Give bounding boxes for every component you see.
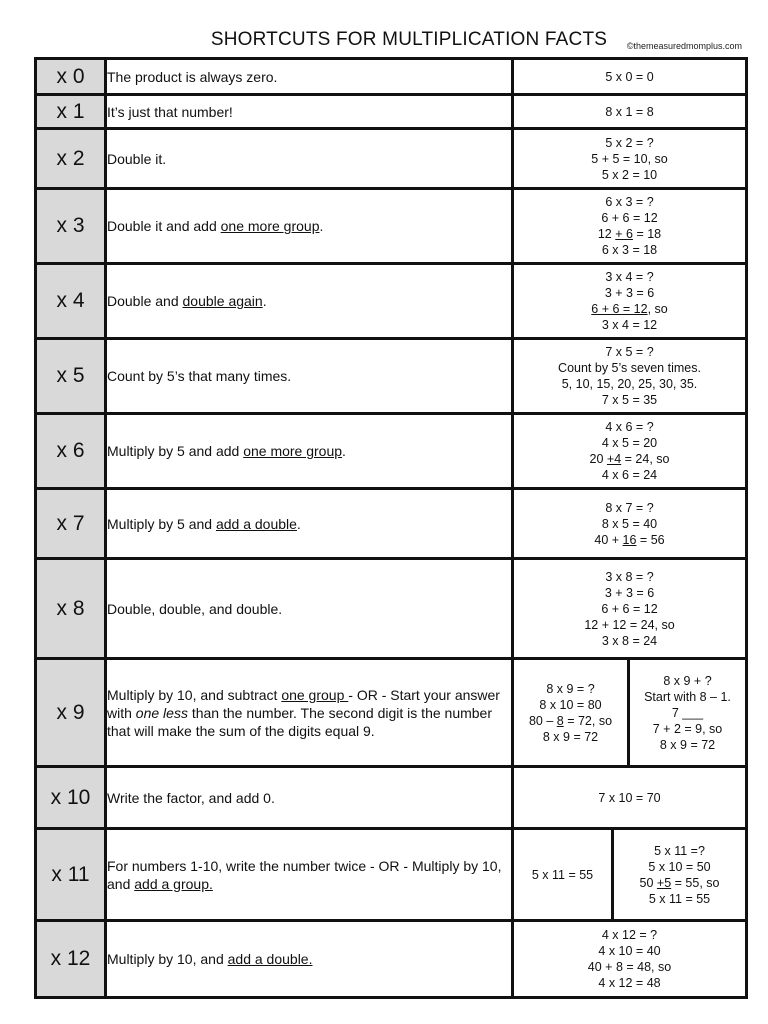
- example-text-segment: = 18: [632, 227, 662, 241]
- example-line: [640, 875, 720, 891]
- rule-text-segment: one less: [135, 704, 188, 721]
- example-cell: [513, 95, 747, 129]
- example-line: [672, 705, 703, 721]
- rule-text-segment: add a double.: [227, 951, 313, 967]
- example-text-segment: 8 x 5 = 40: [601, 516, 658, 531]
- example-line: [660, 737, 715, 753]
- example-line: [514, 285, 745, 301]
- example-line: [539, 697, 601, 713]
- rule-text-segment: Double, double, and double.: [107, 600, 283, 617]
- example-text-segment: = 55, so: [671, 875, 720, 890]
- example-text-segment: 7 + 2 = 9, so: [652, 721, 723, 736]
- rule-text-segment: It’s just that number!: [107, 103, 233, 120]
- example-line: [546, 681, 594, 697]
- rule-cell: [106, 264, 513, 339]
- example-text-segment: 40: [587, 960, 606, 974]
- example-text-segment: = 48, so: [622, 960, 672, 974]
- rule-text-segment: .: [296, 515, 301, 532]
- rule-text-segment: Double and: [107, 293, 183, 309]
- example-text-segment: 6 x 3 = 18: [601, 243, 658, 257]
- example-line: [514, 419, 745, 435]
- example-text-segment: 7 x 5 = ?: [605, 345, 654, 359]
- example-split: [514, 660, 745, 765]
- example-text-segment: Start with 8 – 1.: [644, 689, 731, 704]
- example-line: [514, 301, 745, 317]
- example-method-right: [614, 830, 745, 919]
- rule-cell: [106, 921, 513, 998]
- rule-text-segment: .: [319, 218, 324, 234]
- table-row: [36, 264, 747, 339]
- rule-text-segment: one more group: [243, 443, 343, 459]
- rule-text-segment: Count by 5’s that many times.: [107, 368, 292, 384]
- example-cell: [513, 559, 747, 659]
- example-text-segment: 4 x 10 = 40: [598, 944, 661, 958]
- rule-text-segment: add a group.: [134, 875, 213, 892]
- example-text-segment: 4 x 12 = ?: [601, 928, 658, 942]
- example-line: [514, 633, 745, 649]
- factor-cell: x 5: [36, 339, 106, 414]
- example-line: [514, 269, 745, 285]
- example-cell: [513, 659, 747, 767]
- source-credit: ©themeasuredmomplus.com: [626, 41, 742, 51]
- example-method-left: [514, 830, 614, 919]
- example-cell: [513, 129, 747, 189]
- example-line: [514, 360, 745, 376]
- example-text-segment: 5 x 2 = ?: [605, 135, 654, 150]
- example-text-segment: 5 + 5 = 10, so: [591, 151, 668, 166]
- example-cell: [513, 829, 747, 921]
- example-text-segment: 6 x 3 = ?: [605, 195, 654, 209]
- example-line: [514, 435, 745, 451]
- example-text-segment: 5 x 0 = 0: [605, 69, 654, 84]
- example-line: [514, 500, 745, 516]
- example-text-segment: = 56: [636, 532, 665, 547]
- example-text-segment: +4: [606, 452, 622, 466]
- rule-text-segment: The product is always zero.: [107, 68, 278, 85]
- example-text-segment: ___: [682, 705, 704, 720]
- factor-cell: x 4: [36, 264, 106, 339]
- example-line: [514, 790, 745, 806]
- rule-text-segment: one group: [281, 686, 349, 703]
- example-split: [514, 830, 745, 919]
- example-text-segment: 8 x 9 + ?: [663, 673, 712, 688]
- factor-cell: x 0: [36, 59, 106, 95]
- rule-text-segment: Write the factor, and add 0.: [107, 789, 275, 806]
- rule-text-segment: Multiply by 10, and: [107, 951, 228, 967]
- factor-cell: x 3: [36, 189, 106, 264]
- factor-cell: x 7: [36, 489, 106, 559]
- example-line: [514, 569, 745, 585]
- example-cell: [513, 189, 747, 264]
- example-text-segment: 8 x 7 = ?: [605, 500, 654, 515]
- example-text-segment: 5 x 11 = 55: [648, 891, 711, 906]
- example-cell: [513, 59, 747, 95]
- example-text-segment: 16: [622, 532, 637, 547]
- example-text-segment: 4 x 12 = 48: [598, 976, 661, 990]
- rule-text-segment: Multiply by 10, and subtract: [107, 686, 282, 703]
- example-text-segment: 8 x 9 = ?: [546, 681, 595, 696]
- table-row: [36, 189, 747, 264]
- rule-cell: [106, 59, 513, 95]
- example-text-segment: 8 x 10 = 80: [539, 697, 602, 712]
- example-line: [654, 843, 705, 859]
- rule-text-segment: than the number. The second digit is the number that will make the sum of the digits equal 9.: [107, 704, 492, 739]
- table-row: [36, 489, 747, 559]
- example-cell: [513, 414, 747, 489]
- example-text-segment: 7 x 10 = 70: [598, 790, 661, 805]
- example-line: [514, 317, 745, 333]
- rule-cell: [106, 129, 513, 189]
- example-text-segment: 5 x 2 = 10: [601, 167, 658, 182]
- rule-cell: [106, 559, 513, 659]
- example-text-segment: 5 x 11 = 55: [531, 867, 594, 882]
- example-text-segment: 4 x 6 = 24: [601, 468, 658, 482]
- example-line: [514, 943, 745, 959]
- example-text-segment: 3 x 4 = 12: [601, 318, 658, 332]
- factor-cell: x 10: [36, 767, 106, 829]
- example-line: [514, 516, 745, 532]
- table-row: [36, 95, 747, 129]
- rule-cell: [106, 767, 513, 829]
- example-text-segment: 8 x 9 = 72: [542, 729, 599, 744]
- example-text-segment: = 24, so: [621, 452, 670, 466]
- example-line: [514, 601, 745, 617]
- example-text-segment: , so: [647, 302, 668, 316]
- example-text-segment: 40 +: [594, 532, 623, 547]
- example-text-segment: Count by 5’s seven times.: [558, 361, 701, 375]
- example-line: [514, 242, 745, 258]
- example-cell: [513, 489, 747, 559]
- example-line: [514, 376, 745, 392]
- example-text-segment: 5 x 10 = 50: [648, 859, 711, 874]
- factor-cell: x 2: [36, 129, 106, 189]
- page-title: SHORTCUTS FOR MULTIPLICATION FACTS: [210, 29, 608, 50]
- rule-text-segment: - OR - Start your answer with: [107, 686, 500, 721]
- example-line: [514, 975, 745, 991]
- example-cell: [513, 339, 747, 414]
- example-text-segment: 80 –: [528, 713, 557, 728]
- example-line: [514, 532, 745, 548]
- example-line: [514, 585, 745, 601]
- factor-cell: x 6: [36, 414, 106, 489]
- example-line: [514, 392, 745, 408]
- example-text-segment: 5 x 11 =?: [654, 843, 705, 858]
- example-text-segment: 6 + 6 = 12: [601, 211, 658, 225]
- example-line: [653, 721, 723, 737]
- example-line: [529, 713, 612, 729]
- table-row: [36, 559, 747, 659]
- example-line: [514, 135, 745, 151]
- example-text-segment: 3 x 8 = ?: [605, 569, 654, 584]
- example-line: [514, 927, 745, 943]
- rule-text-segment: Multiply by 5 and: [107, 515, 216, 532]
- example-text-segment: 8 x 9 = 72: [659, 737, 716, 752]
- table-row: [36, 767, 747, 829]
- rule-text-segment: one more group: [220, 218, 320, 234]
- factor-cell: x 9: [36, 659, 106, 767]
- rule-text-segment: For numbers 1-10, write the number twice - OR - Multiply by 10, and: [107, 857, 502, 892]
- example-line: [514, 151, 745, 167]
- example-cell: [513, 264, 747, 339]
- example-text-segment: 3 + 3 = 6: [604, 585, 655, 600]
- example-text-segment: 8: [556, 713, 564, 728]
- table-row: [36, 414, 747, 489]
- example-line: [663, 673, 711, 689]
- example-text-segment: 5, 10, 15, 20, 25, 30, 35.: [561, 377, 698, 391]
- factor-cell: x 1: [36, 95, 106, 129]
- example-text-segment: 12 + 12 = 24, so: [584, 617, 675, 632]
- table-row: [36, 339, 747, 414]
- example-line: [514, 69, 745, 85]
- example-line: [514, 226, 745, 242]
- example-text-segment: 3 x 4 = ?: [605, 270, 654, 284]
- rule-text-segment: Double it.: [107, 150, 167, 167]
- example-text-segment: 3 x 8 = 24: [601, 633, 658, 648]
- factor-cell: x 8: [36, 559, 106, 659]
- example-line: [644, 689, 731, 705]
- example-line: [514, 210, 745, 226]
- example-cell: [513, 767, 747, 829]
- example-line: [543, 729, 598, 745]
- rule-text-segment: double again: [182, 293, 263, 309]
- example-line: [514, 467, 745, 483]
- example-line: [514, 167, 745, 183]
- example-text-segment: 12: [597, 227, 616, 241]
- rule-cell: [106, 414, 513, 489]
- example-text-segment: 4 x 6 = ?: [605, 420, 654, 434]
- rule-cell: [106, 829, 513, 921]
- rule-text-segment: Multiply by 5 and add: [107, 443, 244, 459]
- factor-cell: x 12: [36, 921, 106, 998]
- example-text-segment: 3 + 3 = 6: [604, 286, 655, 300]
- rule-text-segment: add a double: [215, 515, 297, 532]
- example-text-segment: +5: [656, 875, 672, 890]
- example-line: [514, 104, 745, 120]
- example-line: [648, 859, 710, 875]
- example-text-segment: 8 x 1 = 8: [605, 104, 654, 119]
- rule-cell: [106, 489, 513, 559]
- table-row: [36, 829, 747, 921]
- rule-cell: [106, 339, 513, 414]
- example-text-segment: 6 + 6 = 12: [601, 601, 658, 616]
- example-line: [514, 194, 745, 210]
- example-text-segment: + 8: [605, 960, 623, 974]
- example-text-segment: 50: [639, 875, 657, 890]
- table-row: [36, 129, 747, 189]
- example-method-left: [514, 660, 630, 765]
- example-line: [514, 451, 745, 467]
- rule-text-segment: .: [262, 293, 267, 309]
- example-cell: [513, 921, 747, 998]
- rule-cell: [106, 95, 513, 129]
- example-text-segment: 7 x 5 = 35: [601, 393, 658, 407]
- example-text-segment: 6 + 6 = 12: [591, 302, 648, 316]
- example-text-segment: + 6: [615, 227, 633, 241]
- table-row: [36, 659, 747, 767]
- rule-cell: [106, 659, 513, 767]
- rule-text-segment: .: [342, 443, 346, 459]
- example-text-segment: 7: [671, 705, 683, 720]
- example-line: [514, 344, 745, 360]
- example-text-segment: 4 x 5 = 20: [601, 436, 658, 450]
- table-row: [36, 921, 747, 998]
- rule-cell: [106, 189, 513, 264]
- example-text-segment: 20: [589, 452, 607, 466]
- example-line: [532, 867, 593, 883]
- example-line: [514, 959, 745, 975]
- rule-text-segment: Double it and add: [107, 218, 221, 234]
- example-line: [514, 617, 745, 633]
- shortcuts-table: [34, 57, 748, 999]
- example-line: [649, 891, 710, 907]
- factor-cell: x 11: [36, 829, 106, 921]
- example-method-right: [630, 660, 745, 765]
- table-row: [36, 59, 747, 95]
- example-text-segment: = 72, so: [563, 713, 613, 728]
